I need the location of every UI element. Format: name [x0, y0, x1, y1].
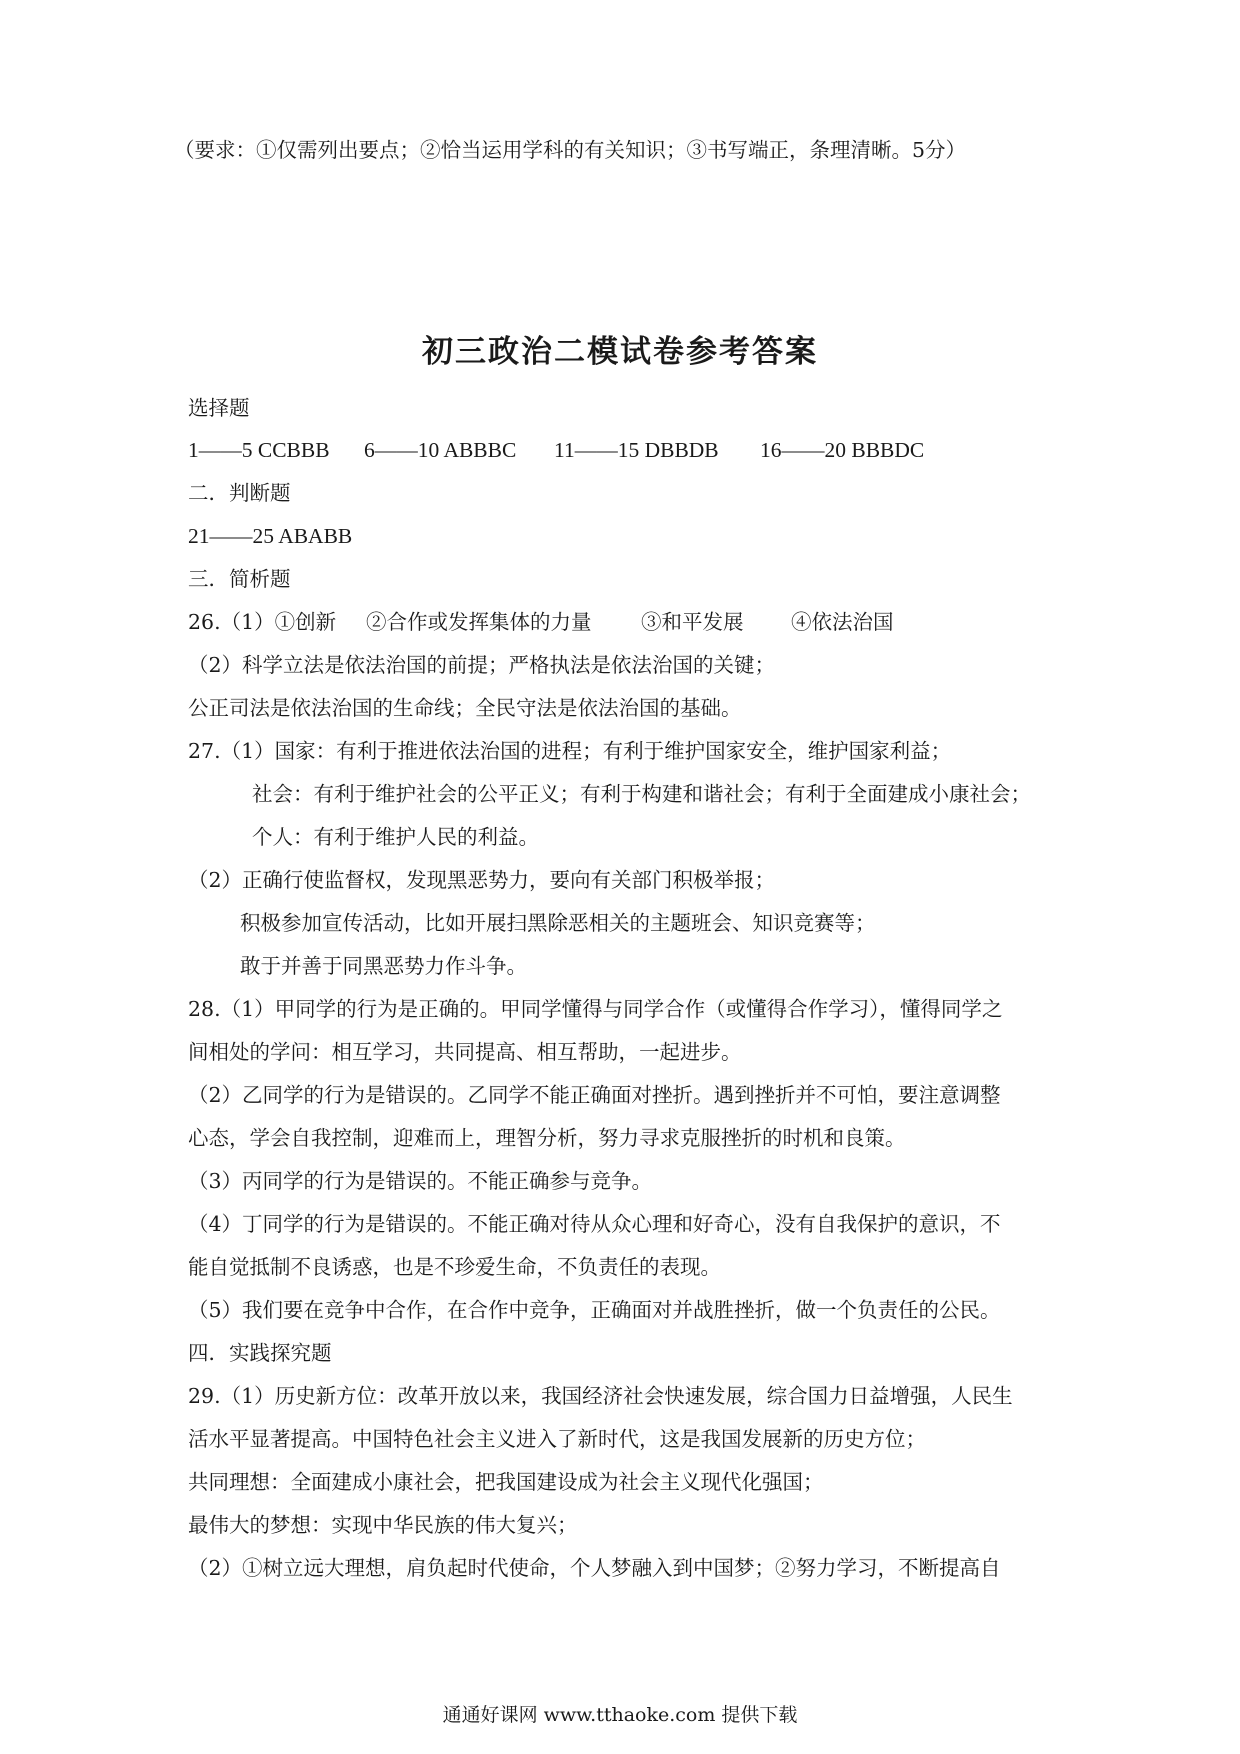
q29-part1-line3: 共同理想：全面建成小康社会，把我国建设成为社会主义现代化强国；: [188, 1470, 824, 1494]
q28-part4-line1: （4）丁同学的行为是错误的。不能正确对待从众心理和好奇心，没有自我保护的意识，不: [188, 1212, 1001, 1236]
q26-answer-3: ③和平发展: [641, 610, 744, 634]
page-footer: 通通好课网 www.tthaoke.com 提供下载: [442, 1704, 798, 1726]
q27-part1-line3: 个人：有利于维护人民的利益。: [252, 825, 539, 849]
q29-part1-line1: 29.（1）历史新方位：改革开放以来，我国经济社会快速发展，综合国力日益增强，人民生: [188, 1384, 1013, 1408]
q28-part5: （5）我们要在竞争中合作，在合作中竞争，正确面对并战胜挫折，做一个负责任的公民。: [188, 1298, 1001, 1322]
q26-answer-1: 26.（1）①创新: [188, 610, 337, 634]
q26-part2-line1: （2）科学立法是依法治国的前提；严格执法是依法治国的关键；: [188, 653, 776, 677]
q28-part2-line1: （2）乙同学的行为是错误的。乙同学不能正确面对挫折。遇到挫折并不可怕，要注意调整: [188, 1083, 1001, 1107]
q27-part1-line1: 27.（1）国家：有利于推进依法治国的进程；有利于维护国家安全，维护国家利益；: [188, 739, 952, 763]
q26-part1: [188, 608, 894, 636]
q28-part4-line2: 能自觉抵制不良诱惑，也是不珍爱生命，不负责任的表现。: [188, 1255, 721, 1279]
q29-part1-line4: 最伟大的梦想：实现中华民族的伟大复兴；: [188, 1513, 578, 1537]
q28-part2-line2: 心态，学会自我控制，迎难而上，理智分析，努力寻求克服挫折的时机和良策。: [188, 1126, 906, 1150]
section-heading-practice: 四．实践探究题: [188, 1341, 332, 1365]
section-heading-analysis: 三．简析题: [188, 567, 291, 591]
choice-answers: [188, 436, 924, 464]
requirement-note: （要求：①仅需列出要点；②恰当运用学科的有关知识；③书写端正，条理清晰。5分）: [174, 138, 967, 162]
section-heading-choice: 选择题: [188, 396, 250, 420]
q28-part3: （3）丙同学的行为是错误的。不能正确参与竞争。: [188, 1169, 653, 1193]
q29-part2-line1: （2）①树立远大理想，肩负起时代使命，个人梦融入到中国梦；②努力学习，不断提高自: [188, 1556, 1001, 1580]
q27-part2-line2: 积极参加宣传活动，比如开展扫黑除恶相关的主题班会、知识竞赛等；: [240, 911, 876, 935]
q29-part1-line2: 活水平显著提高。中国特色社会主义进入了新时代，这是我国发展新的历史方位；: [188, 1427, 926, 1451]
choice-answer-16-20: 16——20 BBBDC: [760, 438, 925, 462]
choice-answer-6-10: 6——10 ABBBC: [364, 438, 517, 462]
q26-answer-2: ②合作或发挥集体的力量: [366, 610, 592, 634]
section-heading-judgment: 二．判断题: [188, 481, 291, 505]
q27-part2-line3: 敢于并善于同黑恶势力作斗争。: [240, 954, 527, 978]
judgment-answers: 21——25 ABABB: [188, 524, 353, 548]
q26-answer-4: ④依法治国: [791, 610, 894, 634]
q27-part1-line2: 社会：有利于维护社会的公平正义；有利于构建和谐社会；有利于全面建成小康社会；: [252, 782, 1031, 806]
q28-part1-line1: 28.（1）甲同学的行为是正确的。甲同学懂得与同学合作（或懂得合作学习），懂得同学之: [188, 997, 1003, 1021]
choice-answer-11-15: 11——15 DBBDB: [554, 438, 719, 462]
page-title: 初三政治二模试卷参考答案: [422, 334, 818, 370]
q27-part2-line1: （2）正确行使监督权，发现黑恶势力，要向有关部门积极举报；: [188, 868, 776, 892]
choice-answer-1-5: 1——5 CCBBB: [188, 438, 330, 462]
q26-part2-line2: 公正司法是依法治国的生命线；全民守法是依法治国的基础。: [188, 696, 742, 720]
q28-part1-line2: 间相处的学问：相互学习，共同提高、相互帮助，一起进步。: [188, 1040, 742, 1064]
